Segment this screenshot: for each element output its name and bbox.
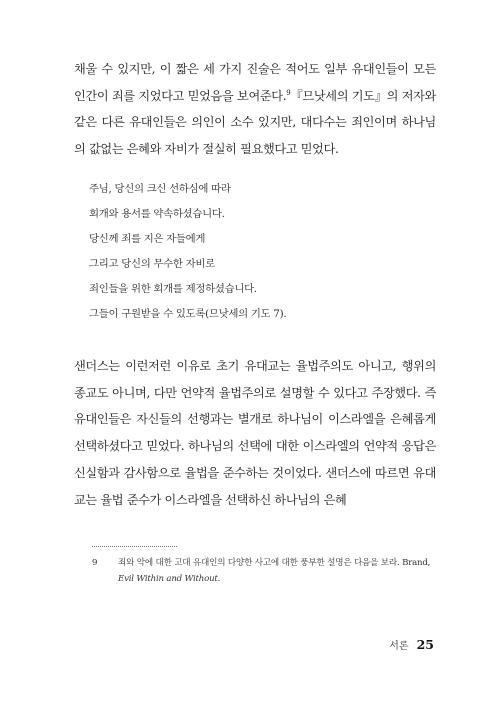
footnote-citation-title: Evil Within and Without <box>118 574 218 584</box>
quote-line: 그들이 구원받을 수 있도록(므낫세의 기도 7). <box>89 307 287 320</box>
section-name: 서론 <box>389 641 409 652</box>
quote-line: 당신께 죄를 지은 자들에게 <box>89 232 206 245</box>
footnote-citation-end: . <box>217 574 221 584</box>
body-paragraph-1 <box>74 56 436 162</box>
quote-line: 죄인들을 위한 회개를 제정하셨습니다. <box>89 282 257 295</box>
footnote-body <box>118 555 436 587</box>
footnote-reference: 9 <box>286 88 291 97</box>
paragraph-text <box>74 56 436 162</box>
paragraph-text-after-note: 『므낫세의 기도』의 저자와 같은 다른 유대인들은 의인이 소수 있지만, 대다수는 죄인이며 하나님의 값없는 은혜와 자비가 절실히 필요했다고 믿었다. <box>74 88 436 156</box>
body-paragraph-2: 샌더스는 이런저런 이유로 초기 유대교는 율법주의도 아니고, 행위의 종교도 아니며, 다만 언약적 율법주의로 설명할 수 있다고 주장했다. 즉 유대인들은 자신들의 선행과는 별개로 하나님이 이스라엘을 은혜롭게 선택하셨다고 믿었다. 하나님의 선택에 대한 이스라엘의 언약적 응답은 신실함과 감사함으로 율법을 준수하는 것이었다. 샌더스에 따르면 유대교는 율법 준수가 이스라엘을 선택하신 하나님의 은혜 <box>74 359 436 507</box>
running-footer <box>389 637 434 652</box>
footnote-number: 9 <box>92 558 98 568</box>
quote-line: 주님, 당신의 크신 선하심에 따라 <box>89 183 231 195</box>
footnote <box>92 555 436 587</box>
footnote-divider <box>92 546 177 547</box>
block-quote <box>89 177 389 326</box>
quote-line: 회개와 용서를 약속하셨습니다. <box>89 207 225 220</box>
footnote-citation-author: Brand, <box>402 558 431 568</box>
quote-line: 그리고 당신의 무수한 자비로 <box>89 257 215 270</box>
page-number: 25 <box>416 637 434 652</box>
paragraph-text-before-note: 채울 수 있지만, 이 짧은 세 가지 진술은 적어도 일부 유대인들이 모든 인간이 죄를 지었다고 믿었음을 보여준다. <box>74 62 436 103</box>
footnote-text: 죄와 악에 대한 고대 유대인의 다양한 사고에 대한 풍부한 설명은 다음을 보라. <box>118 558 400 568</box>
